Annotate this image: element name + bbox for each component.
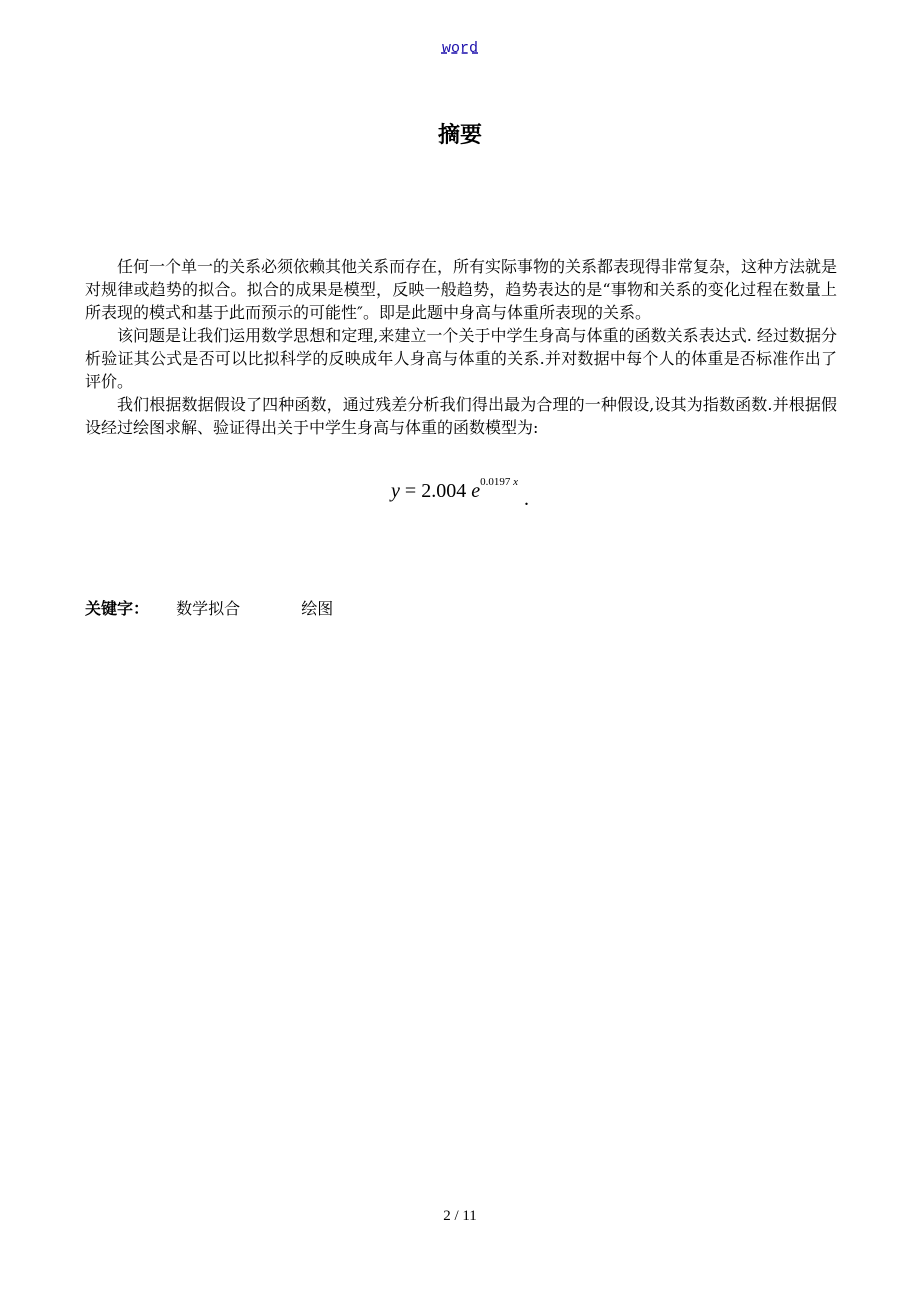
formula-equals: = [404, 480, 417, 502]
formula-coefficient: 2.004 [421, 480, 467, 502]
keyword-item: 数学拟合 [176, 599, 241, 618]
formula-lhs: y [391, 480, 400, 502]
keywords-label: 关键字： [85, 599, 150, 618]
formula-base: e [471, 480, 481, 502]
formula-exponent-value: 0.0197 [480, 476, 511, 489]
formula-exponent-var: x [513, 476, 518, 489]
model-formula [0, 476, 920, 510]
paragraph-3: 我们根据数据假设了四种函数，通过残差分析我们得出最为合理的一种假设,设其为指数函数.并根据假设经过绘图求解、验证得出关于中学生身高与体重的函数模型为: [85, 395, 837, 437]
page-number: 2 / 11 [443, 1208, 477, 1224]
paragraph-1: 任何一个单一的关系必须依赖其他关系而存在，所有实际事物的关系都表现得非常复杂，这种方法就是对规律或趋势的拟合。拟合的成果是模型，反映一般趋势，趋势表达的是“事物和关系的变化过程在数量上所表现的模式和基于此而预示的可能性″。即是此题中身高与体重所表现的关系。 [85, 257, 838, 322]
formula-terminator: . [523, 488, 529, 510]
keyword-item: 绘图 [301, 599, 334, 618]
formula-exponent [480, 476, 518, 488]
paragraph-2: 该问题是让我们运用数学思想和定理,来建立一个关于中学生身高与体重的函数关系表达式. 经过数据分析验证其公式是否可以比拟科学的反映成年人身高与体重的关系.并对数据中每个人的体重是否标准作出了评价。 [85, 326, 837, 391]
abstract-title: 摘要 [437, 123, 482, 148]
header-word-link[interactable]: word [441, 40, 478, 57]
keywords-line [85, 596, 333, 619]
abstract-body [85, 255, 837, 439]
